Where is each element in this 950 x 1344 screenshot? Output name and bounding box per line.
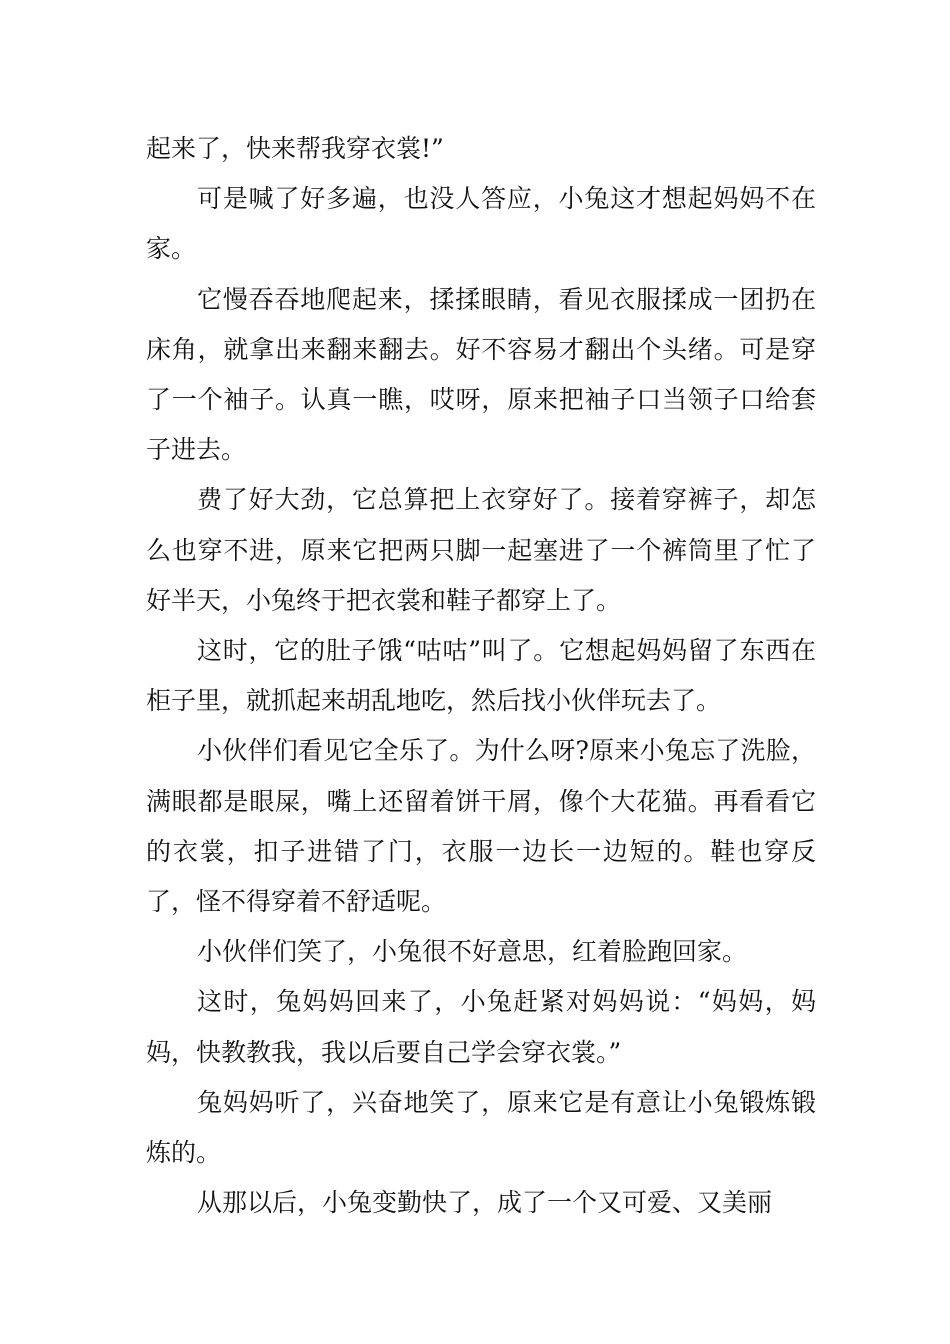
paragraph: 小伙伴们看见它全乐了。为什么呀?原来小兔忘了洗脸，满眼都是眼屎，嘴上还留着饼干屑，像个大花猫。再看看它的衣裳，扣子进错了门，衣服一边长一边短的。鞋也穿反了，怪不得穿着不舒适呢。 — [146, 736, 816, 917]
paragraph: 可是喊了好多遍，也没人答应，小兔这才想起妈妈不在家。 — [146, 184, 816, 264]
paragraph: 小伙伴们笑了，小兔很不好意思，红着脸跑回家。 — [197, 937, 748, 967]
paragraph: 这时，它的肚子饿“咕咕”叫了。它想起妈妈留了东西在柜子里，就抓起来胡乱地吃，然后找小伙伴玩去了。 — [146, 636, 816, 716]
paragraph: 兔妈妈听了，兴奋地笑了，原来它是有意让小兔锻炼锻炼的。 — [146, 1087, 816, 1168]
story-text — [146, 124, 816, 1228]
paragraph: 它慢吞吞地爬起来，揉揉眼睛，看见衣服揉成一团扔在床角，就拿出来翻来翻去。好不容易才翻出个头绪。可是穿了一个袖子。认真一瞧，哎呀，原来把袖子口当领子口给套子进去。 — [146, 284, 816, 465]
paragraph: 这时，兔妈妈回来了，小兔赶紧对妈妈说：“妈妈，妈妈，快教教我，我以后要自己学会穿衣裳。” — [146, 987, 816, 1067]
paragraph-continuation: 起来了，快来帮我穿衣裳!” — [146, 134, 444, 163]
paragraph: 费了好大劲，它总算把上衣穿好了。接着穿裤子，却怎么也穿不进，原来它把两只脚一起塞进了一个裤筒里了忙了好半天，小兔终于把衣裳和鞋子都穿上了。 — [146, 485, 816, 615]
paragraph: 从那以后，小兔变勤快了，成了一个又可爱、又美丽 — [197, 1188, 773, 1218]
